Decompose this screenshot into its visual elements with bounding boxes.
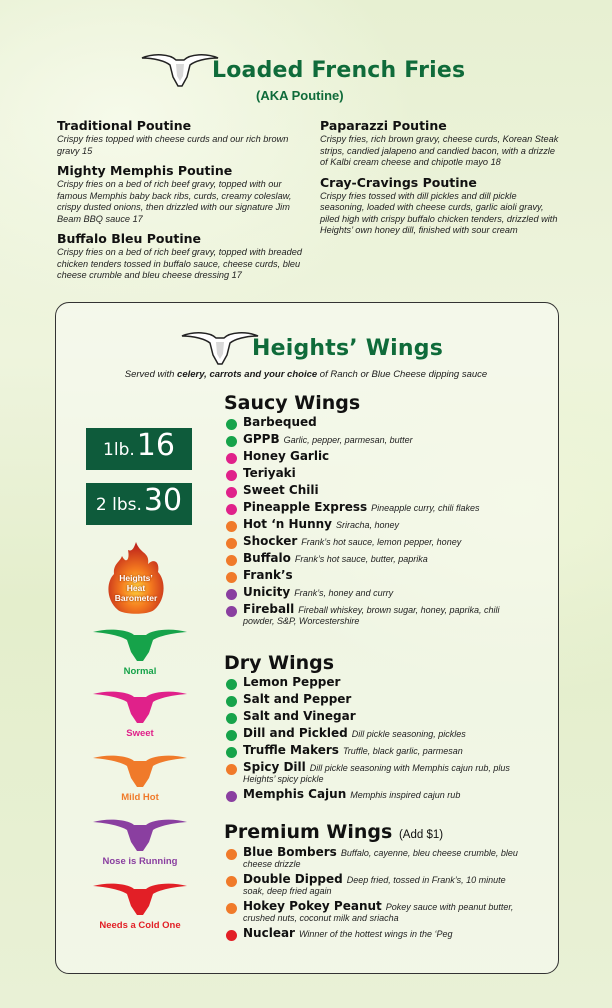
wing-text xyxy=(243,694,355,706)
fries-title: Loaded French Fries xyxy=(212,57,466,83)
wing-desc: Truffle, black garlic, parmesan xyxy=(342,746,463,756)
wing-name: Unicity xyxy=(243,585,291,599)
wing-name: Teriyaki xyxy=(243,466,296,480)
wing-name: Truffle Makers xyxy=(243,743,339,757)
heat-level-label: Sweet xyxy=(126,728,154,739)
heat-dot-icon xyxy=(226,572,237,583)
wing-item xyxy=(226,711,526,724)
wing-desc: Dill pickle seasoning, pickles xyxy=(351,729,466,739)
wing-item xyxy=(226,553,526,566)
longhorn-icon xyxy=(91,816,189,854)
wing-name: Hot ‘n Hunny xyxy=(243,517,332,531)
wing-item xyxy=(226,502,526,515)
barometer-line: Heat xyxy=(126,583,146,593)
wing-text xyxy=(243,417,321,429)
heat-dot-icon xyxy=(226,589,237,600)
heat-dot-icon xyxy=(226,849,237,860)
heat-dot-icon xyxy=(226,747,237,758)
heat-dot-icon xyxy=(226,930,237,941)
longhorn-icon xyxy=(91,880,189,918)
heat-dot-icon xyxy=(226,453,237,464)
poutine-desc: Crispy fries on a bed of rich beef gravy, topped with breaded chicken tenders tossed in buffalo sauce, cheese curds, bleu cheese crumble and bleu cheese dressing 17 xyxy=(57,247,302,280)
saucy-wings-title: Saucy Wings xyxy=(224,392,361,414)
poutine-desc: Crispy fries tossed with dill pickles and dill pickle seasoning, loaded with cheese curds, garlic aioli gravy, piled high with crispy buffalo chicken tenders, drizzled with Heights’ own honey dill, finished with sour cream xyxy=(320,190,558,235)
price-value: 30 xyxy=(143,483,183,518)
poutine-name: Paparazzi Poutine xyxy=(320,118,447,133)
wing-item xyxy=(226,694,526,707)
price-2lbs xyxy=(86,483,192,525)
heat-dot-icon xyxy=(226,606,237,617)
wing-text xyxy=(243,485,323,497)
barometer-label xyxy=(104,573,168,603)
barometer-line: Heights’ xyxy=(119,573,153,583)
dry-wings-title: Dry Wings xyxy=(224,652,335,674)
wing-name: Sweet Chili xyxy=(243,483,319,497)
wing-name: Hokey Pokey Peanut xyxy=(243,899,382,913)
saucy-wings-list xyxy=(226,417,526,631)
wing-name: Buffalo xyxy=(243,551,291,565)
wing-name: Nuclear xyxy=(243,926,295,940)
wing-text xyxy=(243,901,526,924)
wing-desc: Frank’s, honey and curry xyxy=(294,588,394,598)
wing-item xyxy=(226,536,526,549)
wing-text xyxy=(243,536,461,548)
wing-item xyxy=(226,519,526,532)
heat-level-label: Mild Hot xyxy=(121,792,159,803)
heat-dot-icon xyxy=(226,764,237,775)
fries-header xyxy=(140,50,465,90)
wing-item xyxy=(226,417,526,430)
wing-item xyxy=(226,762,526,785)
wing-desc: Frank’s hot sauce, butter, paprika xyxy=(294,554,428,564)
poutine-name: Mighty Memphis Poutine xyxy=(57,163,233,178)
wing-text xyxy=(243,847,526,870)
heat-dot-icon xyxy=(226,538,237,549)
wing-name: Memphis Cajun xyxy=(243,787,347,801)
wing-desc: Dill pickle seasoning with Memphis cajun rub, plus Heights’ spicy pickle xyxy=(243,763,510,784)
heat-dot-icon xyxy=(226,713,237,724)
premium-wings-title xyxy=(224,821,443,843)
wing-text xyxy=(243,502,480,514)
wing-name: Shocker xyxy=(243,534,298,548)
premium-add-price: (Add $1) xyxy=(398,829,444,841)
heat-dot-icon xyxy=(226,730,237,741)
heat-dot-icon xyxy=(226,791,237,802)
heat-dot-icon xyxy=(226,696,237,707)
wing-text xyxy=(243,604,526,627)
wing-name: Dill and Pickled xyxy=(243,726,348,740)
barometer-line: Barometer xyxy=(114,593,158,603)
wing-text xyxy=(243,711,360,723)
wing-text xyxy=(243,745,463,757)
wing-desc: Pineapple curry, chili flakes xyxy=(371,503,480,513)
poutine-name: Traditional Poutine xyxy=(57,118,192,133)
wing-item xyxy=(226,451,526,464)
wing-text xyxy=(243,928,452,940)
served-post: of Ranch or Blue Cheese dipping sauce xyxy=(317,369,488,380)
heat-dot-icon xyxy=(226,419,237,430)
poutine-desc: Crispy fries topped with cheese curds and our rich brown gravy 15 xyxy=(57,134,289,156)
wing-desc: Fireball whiskey, brown sugar, honey, paprika, chili powder, S&P, Worcestershire xyxy=(243,605,500,626)
wing-name: Barbequed xyxy=(243,415,317,429)
wing-item xyxy=(226,874,526,897)
heat-level-label: Needs a Cold One xyxy=(99,920,181,931)
dry-wings-list xyxy=(226,677,526,806)
heat-dot-icon xyxy=(226,679,237,690)
wing-desc: Winner of the hottest wings in the ‘Peg xyxy=(298,929,453,939)
poutine-item xyxy=(57,118,307,157)
price-1lb xyxy=(86,428,192,470)
wing-item xyxy=(226,587,526,600)
poutine-desc: Crispy fries, rich brown gravy, cheese curds, Korean Steak strips, candied jalapeno and candied bacon, with a drizzle of Kalbi cream cheese and chipotle mayo 18 xyxy=(320,134,559,167)
longhorn-icon xyxy=(91,626,189,664)
poutine-item xyxy=(57,163,307,225)
heat-dot-icon xyxy=(226,555,237,566)
fries-subtitle: (AKA Poutine) xyxy=(256,88,344,103)
heat-dot-icon xyxy=(226,876,237,887)
price-unit: 2 lbs. xyxy=(95,495,142,515)
wing-desc: Sriracha, honey xyxy=(335,520,400,530)
heat-dot-icon xyxy=(226,521,237,532)
premium-wings-list xyxy=(226,847,526,945)
wing-desc: Memphis inspired cajun rub xyxy=(350,790,461,800)
wings-title: Heights’ Wings xyxy=(252,335,444,361)
wing-text xyxy=(243,762,526,785)
wing-text xyxy=(243,553,428,565)
wing-item xyxy=(226,901,526,924)
wing-text xyxy=(243,677,344,689)
served-pre: Served with xyxy=(124,369,178,380)
wing-name: GPPB xyxy=(243,432,280,446)
longhorn-icon xyxy=(91,688,189,726)
wing-item xyxy=(226,570,526,583)
wing-desc: Frank’s hot sauce, lemon pepper, honey xyxy=(301,537,462,547)
poutine-item xyxy=(57,231,307,282)
wing-name: Blue Bombers xyxy=(243,845,337,859)
wing-text xyxy=(243,451,333,463)
wing-desc: Deep fried, tossed in Frank’s, 10 minute soak, deep fried again xyxy=(243,875,506,896)
wing-name: Salt and Pepper xyxy=(243,692,352,706)
heat-level-label: Nose is Running xyxy=(102,856,178,867)
heat-level-label: Normal xyxy=(123,666,157,677)
poutine-left-column xyxy=(57,118,307,288)
wing-name: Fireball xyxy=(243,602,295,616)
wing-text xyxy=(243,519,399,531)
wings-header xyxy=(180,328,443,368)
wing-desc: Garlic, pepper, parmesan, butter xyxy=(283,435,413,445)
wing-text xyxy=(243,728,466,740)
wing-item xyxy=(226,847,526,870)
wing-text xyxy=(243,789,460,801)
longhorn-icon xyxy=(91,752,189,790)
poutine-name: Cray-Cravings Poutine xyxy=(320,174,477,190)
poutine-item xyxy=(320,118,560,169)
price-unit: 1lb. xyxy=(103,440,135,460)
poutine-right-column xyxy=(320,118,560,243)
wing-name: Pineapple Express xyxy=(243,500,368,514)
poutine-name: Buffalo Bleu Poutine xyxy=(57,231,202,246)
longhorn-icon xyxy=(180,328,260,368)
wing-item xyxy=(226,434,526,447)
heat-dot-icon xyxy=(226,903,237,914)
wing-name: Honey Garlic xyxy=(243,449,330,463)
wing-item xyxy=(226,677,526,690)
wing-name: Lemon Pepper xyxy=(243,675,341,689)
wing-name: Salt and Vinegar xyxy=(243,709,356,723)
heat-dot-icon xyxy=(226,504,237,515)
wing-item xyxy=(226,485,526,498)
longhorn-icon xyxy=(140,50,220,90)
wing-text xyxy=(243,587,393,599)
wing-item xyxy=(226,604,526,627)
served-with-note xyxy=(0,369,612,380)
wing-text xyxy=(243,874,526,897)
wing-name: Spicy Dill xyxy=(243,760,306,774)
wing-item xyxy=(226,728,526,741)
price-value: 16 xyxy=(136,428,175,463)
wing-text xyxy=(243,434,413,446)
wing-text xyxy=(243,570,297,582)
wing-name: Frank’s xyxy=(243,568,293,582)
wing-desc: Pokey sauce with peanut butter, crushed nuts, coconut milk and sriacha xyxy=(243,902,514,923)
poutine-desc: Crispy fries on a bed of rich beef gravy, topped with our famous Memphis baby back ribs, curds, creamy coleslaw, crispy dusted onions, then drizzled with our signature Jim Beam BBQ sauce 17 xyxy=(57,179,292,224)
heat-dot-icon xyxy=(226,487,237,498)
heat-dot-icon xyxy=(226,470,237,481)
wing-item xyxy=(226,928,526,941)
premium-title-text: Premium Wings xyxy=(224,821,393,843)
wing-item xyxy=(226,745,526,758)
wing-text xyxy=(243,468,300,480)
poutine-item xyxy=(320,175,560,237)
wing-desc: Buffalo, cayenne, bleu cheese crumble, bleu cheese drizzle xyxy=(243,848,518,869)
wing-item xyxy=(226,789,526,802)
wing-name: Double Dipped xyxy=(243,872,343,886)
heat-dot-icon xyxy=(226,436,237,447)
wing-item xyxy=(226,468,526,481)
served-bold: celery, carrots and your choice xyxy=(177,369,318,380)
